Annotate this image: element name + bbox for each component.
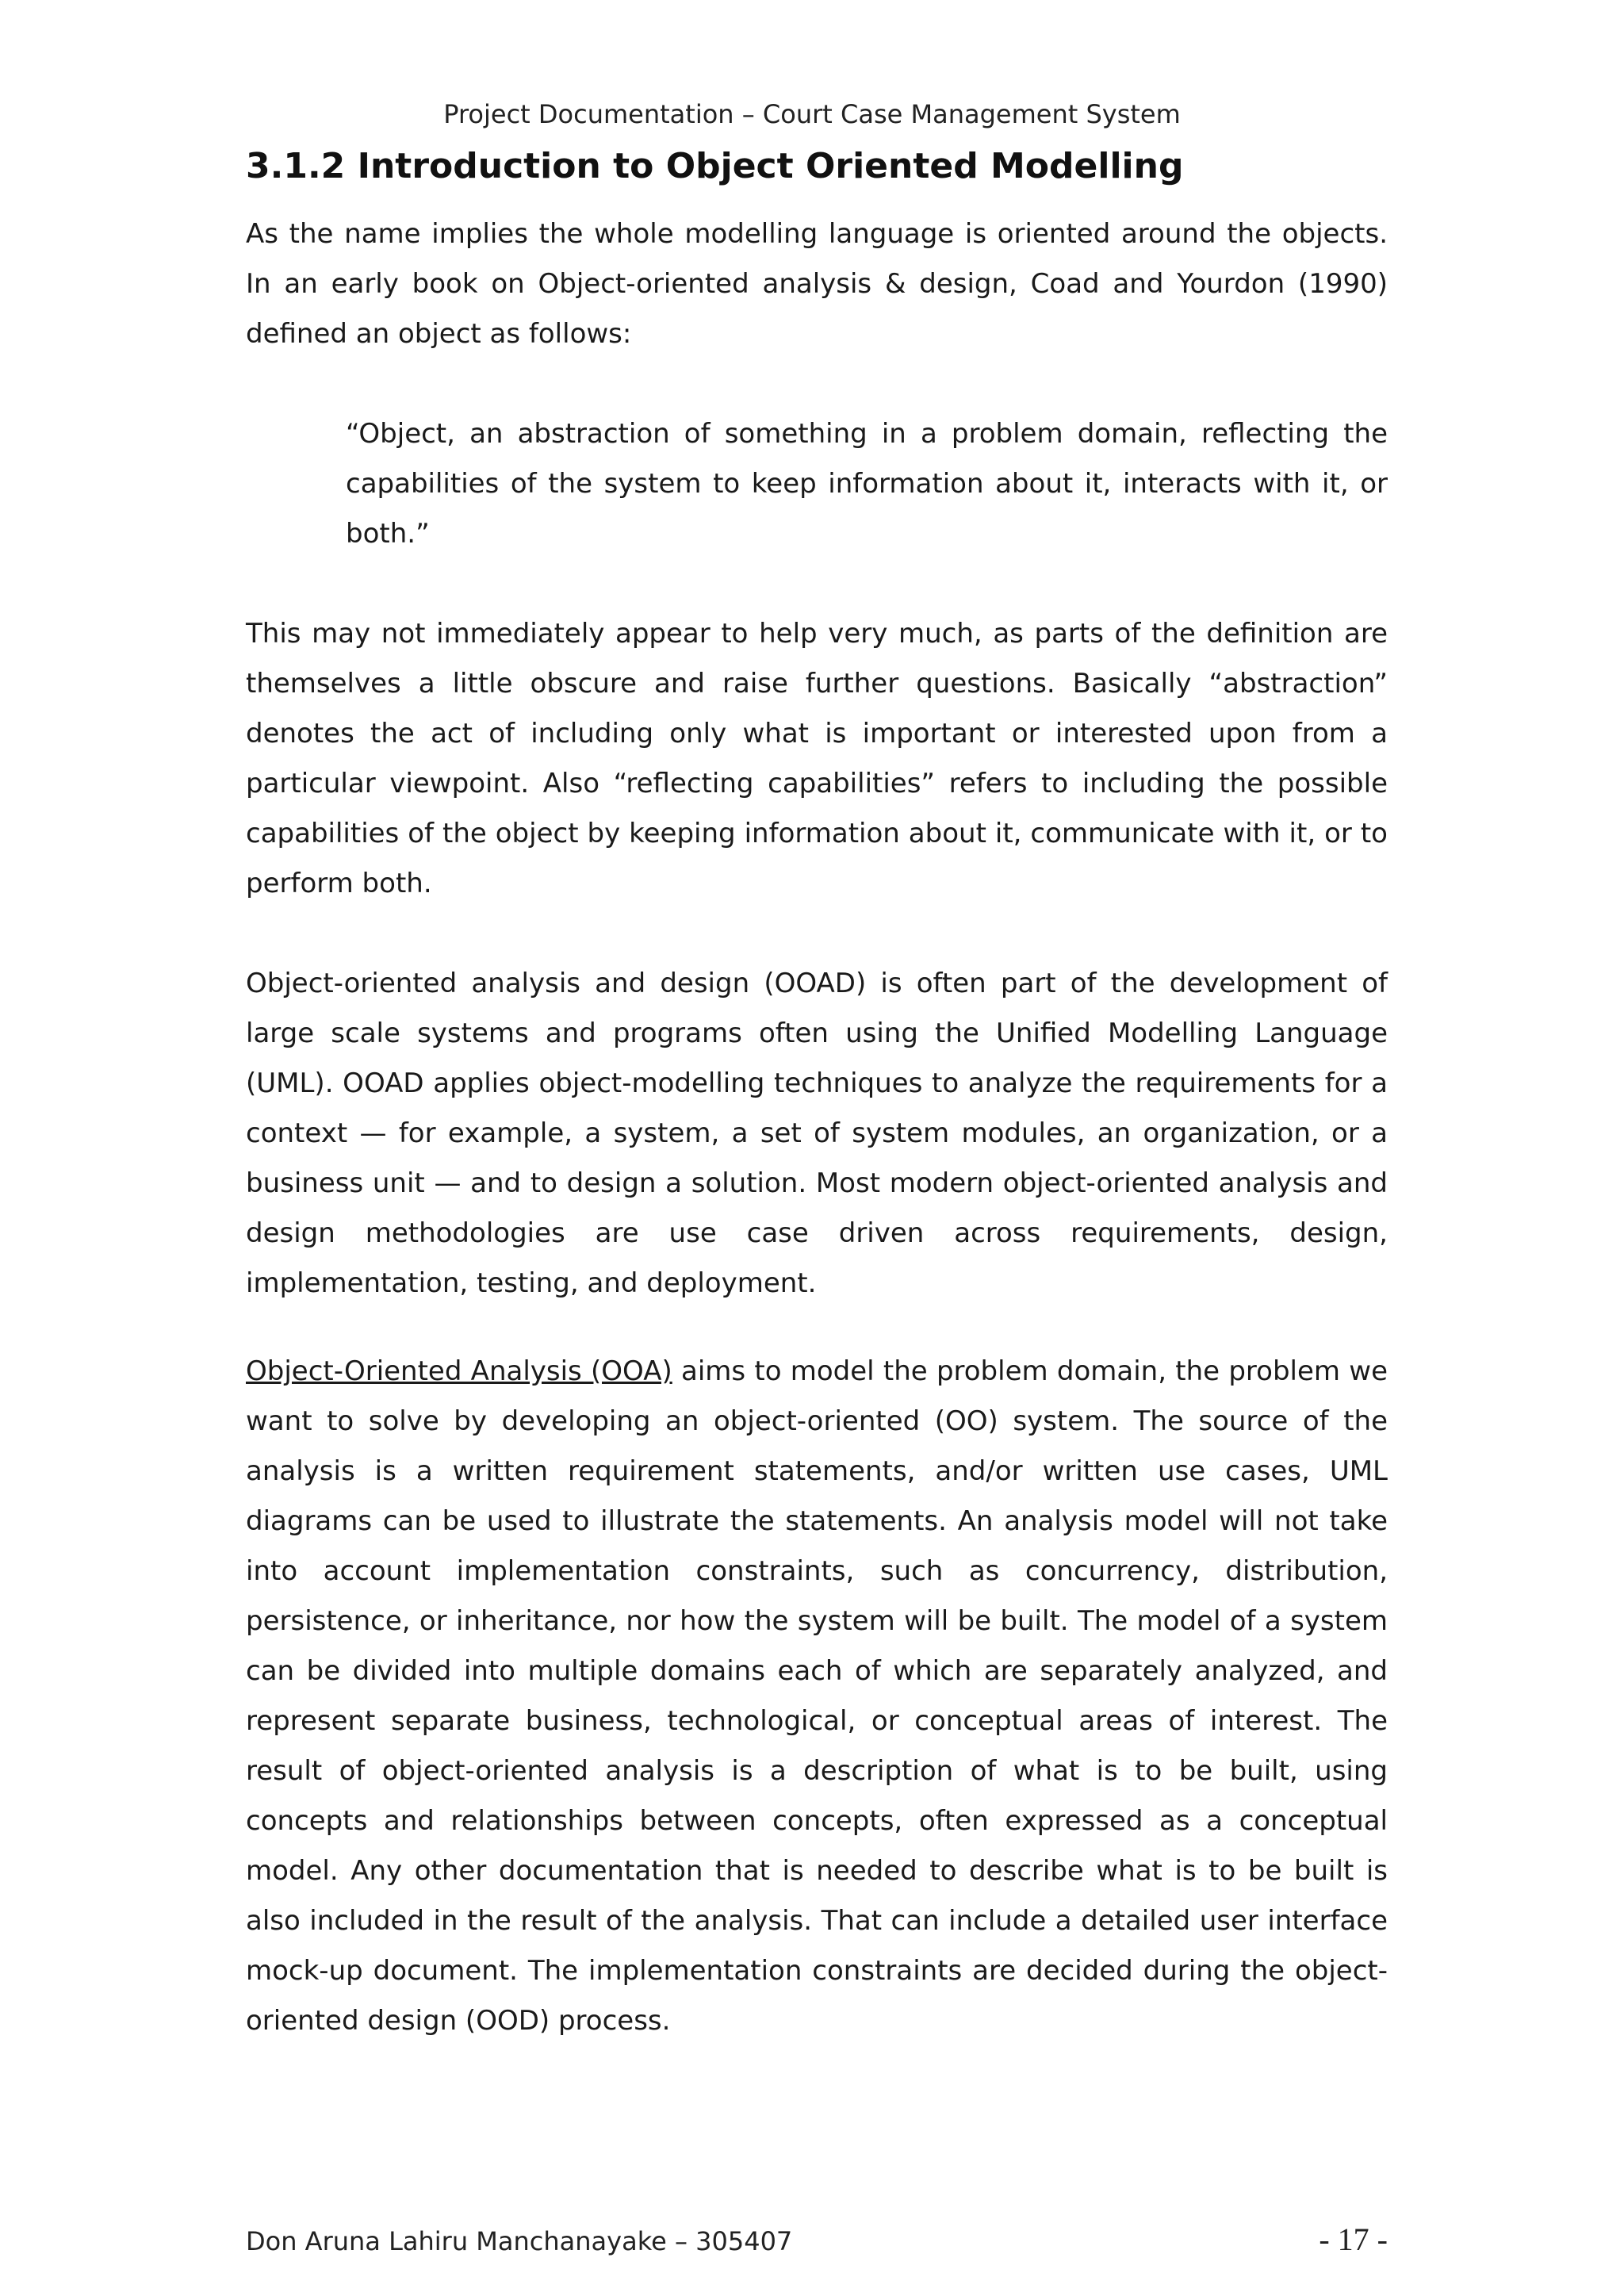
ooad-paragraph: Object-oriented analysis and design (OOAD) is often part of the development of large scale systems and programs often using the Unified Modelling Language (UML). OOAD applies object-modelling techniques to analyze the requirements for a context — for example, a system, a set of system modules, an organization, or a business unit — and to design a solution. Most modern object-oriented analysis and design methodologies are use case driven across requirements, design, implementation, testing, and deployment.: [246, 968, 1388, 1299]
footer-author: Don Aruna Lahiru Manchanayake – 305407: [246, 2226, 793, 2256]
page-footer: [246, 2221, 1388, 2260]
page-content: [246, 143, 1388, 2046]
spacer: [246, 909, 1388, 959]
page-number: - 17 -: [1319, 2221, 1388, 2257]
spacer: [246, 1309, 1388, 1347]
ooa-paragraph: [246, 1347, 1388, 2046]
spacer: [246, 359, 1388, 409]
intro-paragraph: As the name implies the whole modelling language is oriented around the objects. In an early book on Object-oriented analysis & design, Coad and Yourdon (1990) defined an object as follows:: [246, 218, 1388, 350]
abstraction-paragraph: This may not immediately appear to help very much, as parts of the definition are themselves a little obscure and raise further questions. Basically “abstraction” denotes the act of including only what is important or interested upon from a particular viewpoint. Also “reflecting capabilities” refers to including the possible capabilities of the object by keeping information about it, communicate with it, or to perform both.: [246, 618, 1388, 899]
definition-quote: “Object, an abstraction of something in a problem domain, reflecting the capabilities of the system to keep information about it, interacts with it, or both.”: [346, 418, 1388, 550]
ooa-term: Object-Oriented Analysis (OOA): [246, 1355, 672, 1387]
ooa-paragraph-text: aims to model the problem domain, the problem we want to solve by developing an object-oriented (OO) system. The source of the analysis is a written requirement statements, and/or written use cases, UML diagrams can be used to illustrate the statements. An analysis model will not take into account implementation constraints, such as concurrency, distribution, persistence, or inheritance, nor how the system will be built. The model of a system can be divided into multiple domains each of which are separately analyzed, and represent separate business, technological, or conceptual areas of interest. The result of object-oriented analysis is a description of what is to be built, using concepts and relationships between concepts, often expressed as a conceptual model. Any other documentation that is needed to describe what is to be built is also included in the result of the analysis. That can include a detailed user interface mock-up document. The implementation constraints are decided during the object-oriented design (OOD) process.: [246, 1355, 1388, 2037]
spacer: [246, 559, 1388, 609]
section-heading: 3.1.2 Introduction to Object Oriented Modelling: [246, 146, 1184, 186]
running-header: Project Documentation – Court Case Management System: [443, 99, 1181, 129]
